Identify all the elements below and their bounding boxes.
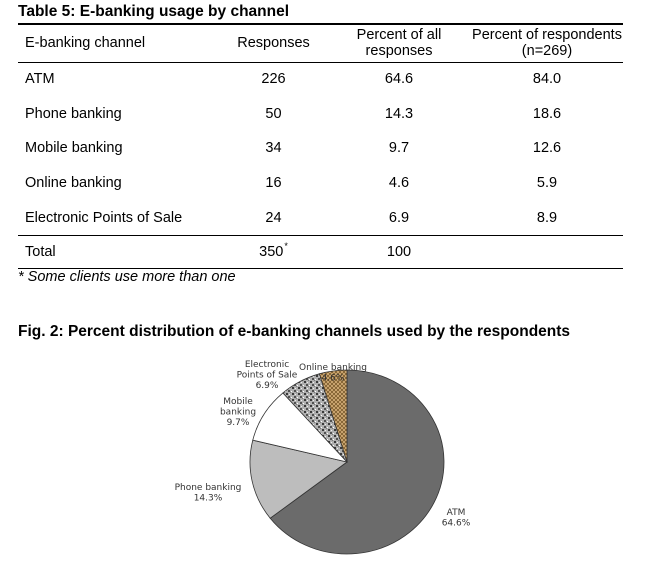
cell-percent-respondents: 18.6 <box>532 105 562 122</box>
pie-label-mobile-banking: Mobile banking 9.7% <box>219 397 257 428</box>
cell-channel: Mobile banking <box>25 140 123 157</box>
header-channel: E-banking channel <box>25 34 146 51</box>
cell-responses: 24 <box>265 209 282 226</box>
figure-title: Fig. 2: Percent distribution of e-banking channels used by the respondents <box>18 323 571 340</box>
total-responses-value: 350 <box>259 244 284 261</box>
table-title: Table 5: E-banking usage by channel <box>18 3 290 20</box>
footnote-mark: * <box>284 241 288 252</box>
cell-responses: 34 <box>265 140 282 157</box>
pie-label-atm: ATM 64.6% <box>441 508 471 529</box>
cell-percent-all: 6.9 <box>388 209 410 226</box>
total-label: Total <box>25 244 56 261</box>
cell-channel: Electronic Points of Sale <box>25 209 183 226</box>
cell-responses: 226 <box>261 71 286 88</box>
table-footnote: * Some clients use more than one <box>18 269 236 285</box>
cell-responses: 50 <box>265 105 282 122</box>
pie-label-electronic-points-of-sale: Electronic Points of Sale 6.9% <box>236 360 298 391</box>
cell-percent-all: 4.6 <box>388 175 410 192</box>
cell-channel: ATM <box>25 71 55 88</box>
header-percent-respondents: Percent of respondents (n=269) <box>472 26 622 59</box>
header-percent-all: Percent of all responses <box>356 26 442 59</box>
cell-percent-respondents: 12.6 <box>532 140 562 157</box>
cell-percent-respondents: 8.9 <box>536 209 558 226</box>
total-percent-all: 100 <box>386 244 412 261</box>
cell-percent-respondents: 5.9 <box>536 175 558 192</box>
cell-channel: Online banking <box>25 175 122 192</box>
pie-label-online-banking: Online banking 4.6% <box>299 363 367 384</box>
pie-label-phone-banking: Phone banking 14.3% <box>174 483 242 504</box>
cell-channel: Phone banking <box>25 105 122 122</box>
header-responses: Responses <box>237 34 310 51</box>
cell-responses: 16 <box>265 175 282 192</box>
cell-percent-all: 14.3 <box>384 105 414 122</box>
cell-percent-respondents: 84.0 <box>532 71 562 88</box>
cell-percent-all: 9.7 <box>388 140 410 157</box>
cell-percent-all: 64.6 <box>384 71 414 88</box>
